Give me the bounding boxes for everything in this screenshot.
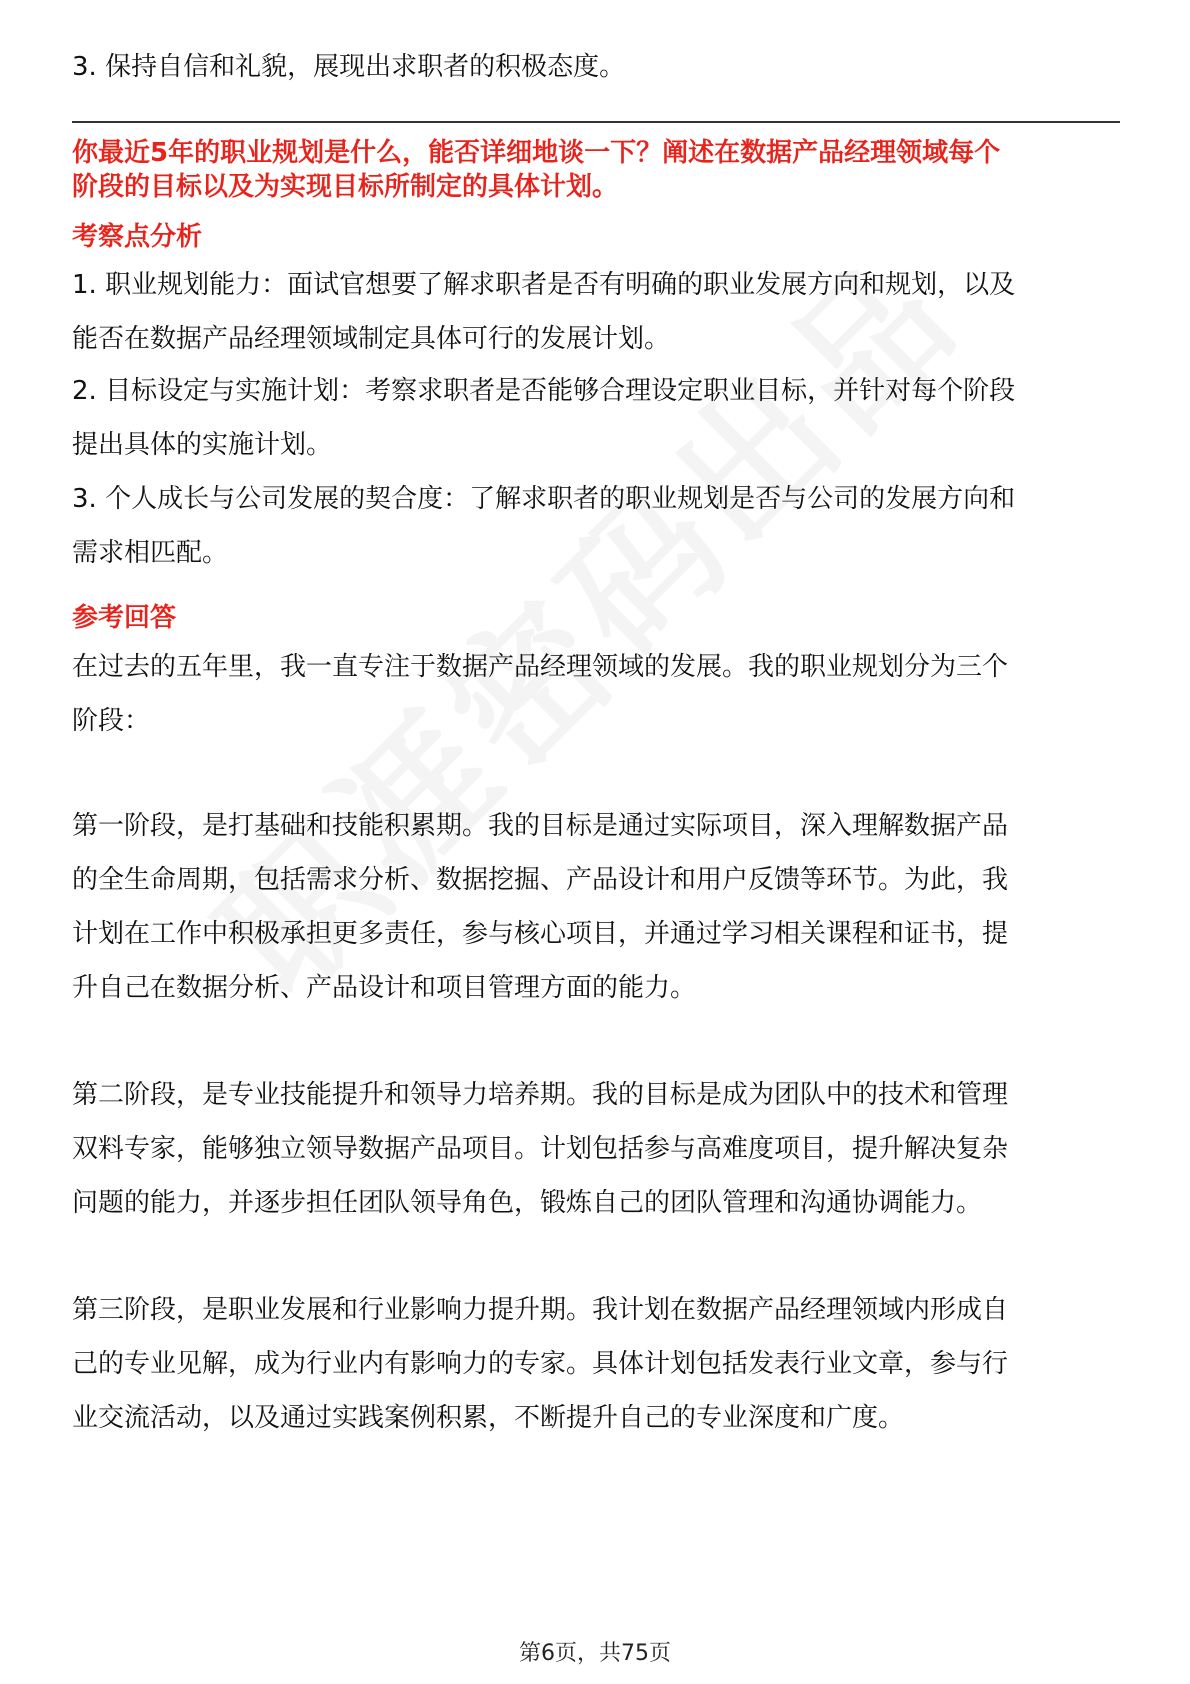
list-item: 提出具体的实施计划。 — [72, 430, 333, 460]
paragraph-line: 在过去的五年里，我一直专注于数据产品经理领域的发展。我的职业规划分为三个 — [72, 652, 1009, 682]
paragraph-line: 己的专业见解，成为行业内有影响力的专家。具体计划包括发表行业文章，参与行 — [72, 1349, 1009, 1379]
list-item: 2. 目标设定与实施计划：考察求职者是否能够合理设定职业目标，并针对每个阶段 — [72, 376, 1016, 406]
question-line: 阶段的目标以及为实现目标所制定的具体计划。 — [72, 172, 619, 202]
paragraph-line: 问题的能力，并逐步担任团队领导角色，锻炼自己的团队管理和沟通协调能力。 — [72, 1188, 983, 1218]
page-number: 第6页，共75页 — [519, 1641, 671, 1666]
list-item: 能否在数据产品经理领域制定具体可行的发展计划。 — [72, 324, 671, 354]
paragraph-line: 第二阶段，是专业技能提升和领导力培养期。我的目标是成为团队中的技术和管理 — [72, 1080, 1009, 1110]
paragraph-line: 业交流活动，以及通过实践案例积累，不断提升自己的专业深度和广度。 — [72, 1403, 905, 1433]
list-item: 1. 职业规划能力：面试官想要了解求职者是否有明确的职业发展方向和规划，以及 — [72, 270, 1016, 300]
paragraph-line: 双料专家，能够独立领导数据产品项目。计划包括参与高难度项目，提升解决复杂 — [72, 1134, 1009, 1164]
list-item: 3. 个人成长与公司发展的契合度：了解求职者的职业规划是否与公司的发展方向和 — [72, 484, 1016, 514]
section-heading-answer: 参考回答 — [72, 603, 177, 633]
paragraph-line: 阶段： — [72, 706, 151, 736]
question-line: 你最近5年的职业规划是什么，能否详细地谈一下？阐述在数据产品经理领域每个 — [72, 138, 1001, 168]
section-heading-analysis: 考察点分析 — [72, 222, 203, 252]
paragraph-line: 第三阶段，是职业发展和行业影响力提升期。我计划在数据产品经理领域内形成自 — [72, 1295, 1009, 1325]
divider — [72, 121, 1120, 123]
document-page — [72, 0, 1120, 1684]
paragraph-line: 第一阶段，是打基础和技能积累期。我的目标是通过实际项目，深入理解数据产品 — [72, 811, 1009, 841]
paragraph-line: 计划在工作中积极承担更多责任，参与核心项目，并通过学习相关课程和证书，提 — [72, 919, 1009, 949]
list-item: 需求相匹配。 — [72, 538, 229, 568]
paragraph-line: 的全生命周期，包括需求分析、数据挖掘、产品设计和用户反馈等环节。为此，我 — [72, 865, 1009, 895]
list-item: 3. 保持自信和礼貌，展现出求职者的积极态度。 — [72, 52, 626, 82]
paragraph-line: 升自己在数据分析、产品设计和项目管理方面的能力。 — [72, 973, 697, 1003]
